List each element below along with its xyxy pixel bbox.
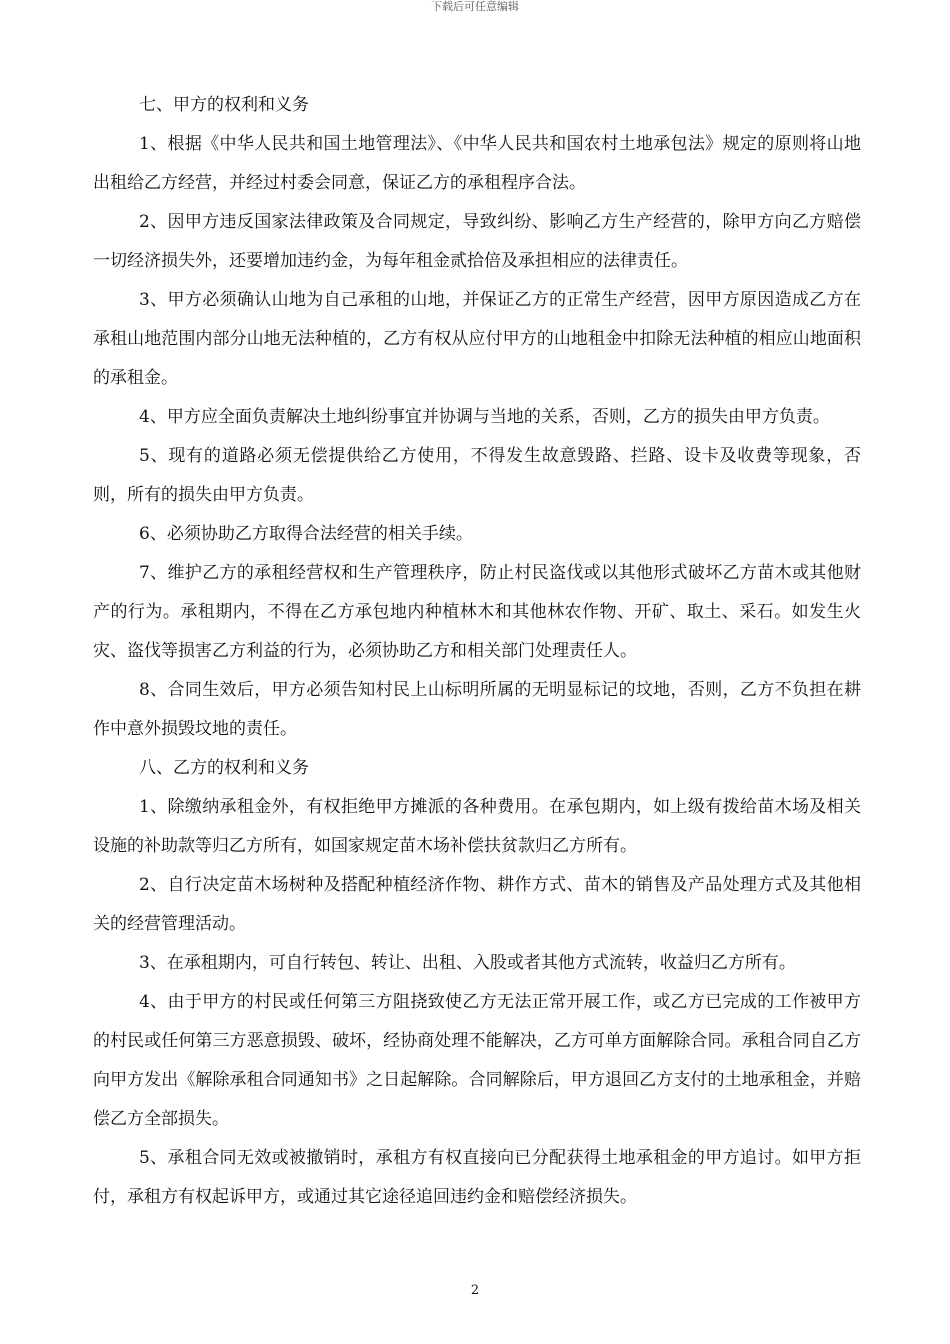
party-b-clause-1: 1、除缴纳承租金外，有权拒绝甲方摊派的各种费用。在承包期内，如上级有拨给苗木场及相关设施的补助款等归乙方所有，如国家规定苗木场补偿扶贫款归乙方所有。 [93,797,861,856]
party-a-clause-4: 4、甲方应全面负责解决土地纠纷事宜并协调与当地的关系，否则，乙方的损失由甲方负责。 [139,407,830,427]
page-number: 2 [470,1283,480,1298]
section-heading-party-b: 八、乙方的权利和义务 [139,758,309,778]
party-a-clause-1: 1、根据《中华人民共和国土地管理法》、《中华人民共和国农村土地承包法》规定的原则将山地出租给乙方经营，并经过村委会同意，保证乙方的承租程序合法。 [93,134,861,193]
party-a-clause-8: 8、合同生效后，甲方必须告知村民上山标明所属的无明显标记的坟地，否则，乙方不负担在耕作中意外损毁坟地的责任。 [93,680,861,739]
party-b-clause-3: 3、在承租期内，可自行转包、转让、出租、入股或者其他方式流转，收益归乙方所有。 [139,953,796,973]
page-header-note: 下载后可任意编辑 [431,0,519,13]
party-a-clause-3: 3、甲方必须确认山地为自己承租的山地，并保证乙方的正常生产经营，因甲方原因造成乙方在承租山地范围内部分山地无法种植的，乙方有权从应付甲方的山地租金中扣除无法种植的相应山地面积的承租金。 [93,290,861,388]
party-b-clause-2: 2、自行决定苗木场树种及搭配种植经济作物、耕作方式、苗木的销售及产品处理方式及其他相关的经营管理活动。 [93,875,861,934]
party-b-clause-4: 4、由于甲方的村民或任何第三方阻挠致使乙方无法正常开展工作，或乙方已完成的工作被甲方的村民或任何第三方恶意损毁、破坏，经协商处理不能解决，乙方可单方面解除合同。承租合同自乙方向甲方发出《解除承租合同通知书》之日起解除。合同解除后，甲方退回乙方支付的土地承租金，并赔偿乙方全部损失。 [93,992,861,1129]
document-body [93,86,861,1217]
section-heading-party-a: 七、甲方的权利和义务 [139,95,309,115]
party-b-clause-5: 5、承租合同无效或被撤销时，承租方有权直接向已分配获得土地承租金的甲方追讨。如甲方拒付，承租方有权起诉甲方，或通过其它途径追回违约金和赔偿经济损失。 [93,1148,861,1207]
party-a-clause-6: 6、必须协助乙方取得合法经营的相关手续。 [139,524,473,544]
party-a-clause-7: 7、维护乙方的承租经营权和生产管理秩序，防止村民盗伐或以其他形式破坏乙方苗木或其他财产的行为。承租期内，不得在乙方承包地内种植林木和其他林农作物、开矿、取土、采石。如发生火灾、盗伐等损害乙方利益的行为，必须协助乙方和相关部门处理责任人。 [93,563,861,661]
party-a-clause-2: 2、因甲方违反国家法律政策及合同规定，导致纠纷、影响乙方生产经营的，除甲方向乙方赔偿一切经济损失外，还要增加违约金，为每年租金贰拾倍及承担相应的法律责任。 [93,212,861,271]
party-a-clause-5: 5、现有的道路必须无偿提供给乙方使用，不得发生故意毁路、拦路、设卡及收费等现象，否则，所有的损失由甲方负责。 [93,446,861,505]
